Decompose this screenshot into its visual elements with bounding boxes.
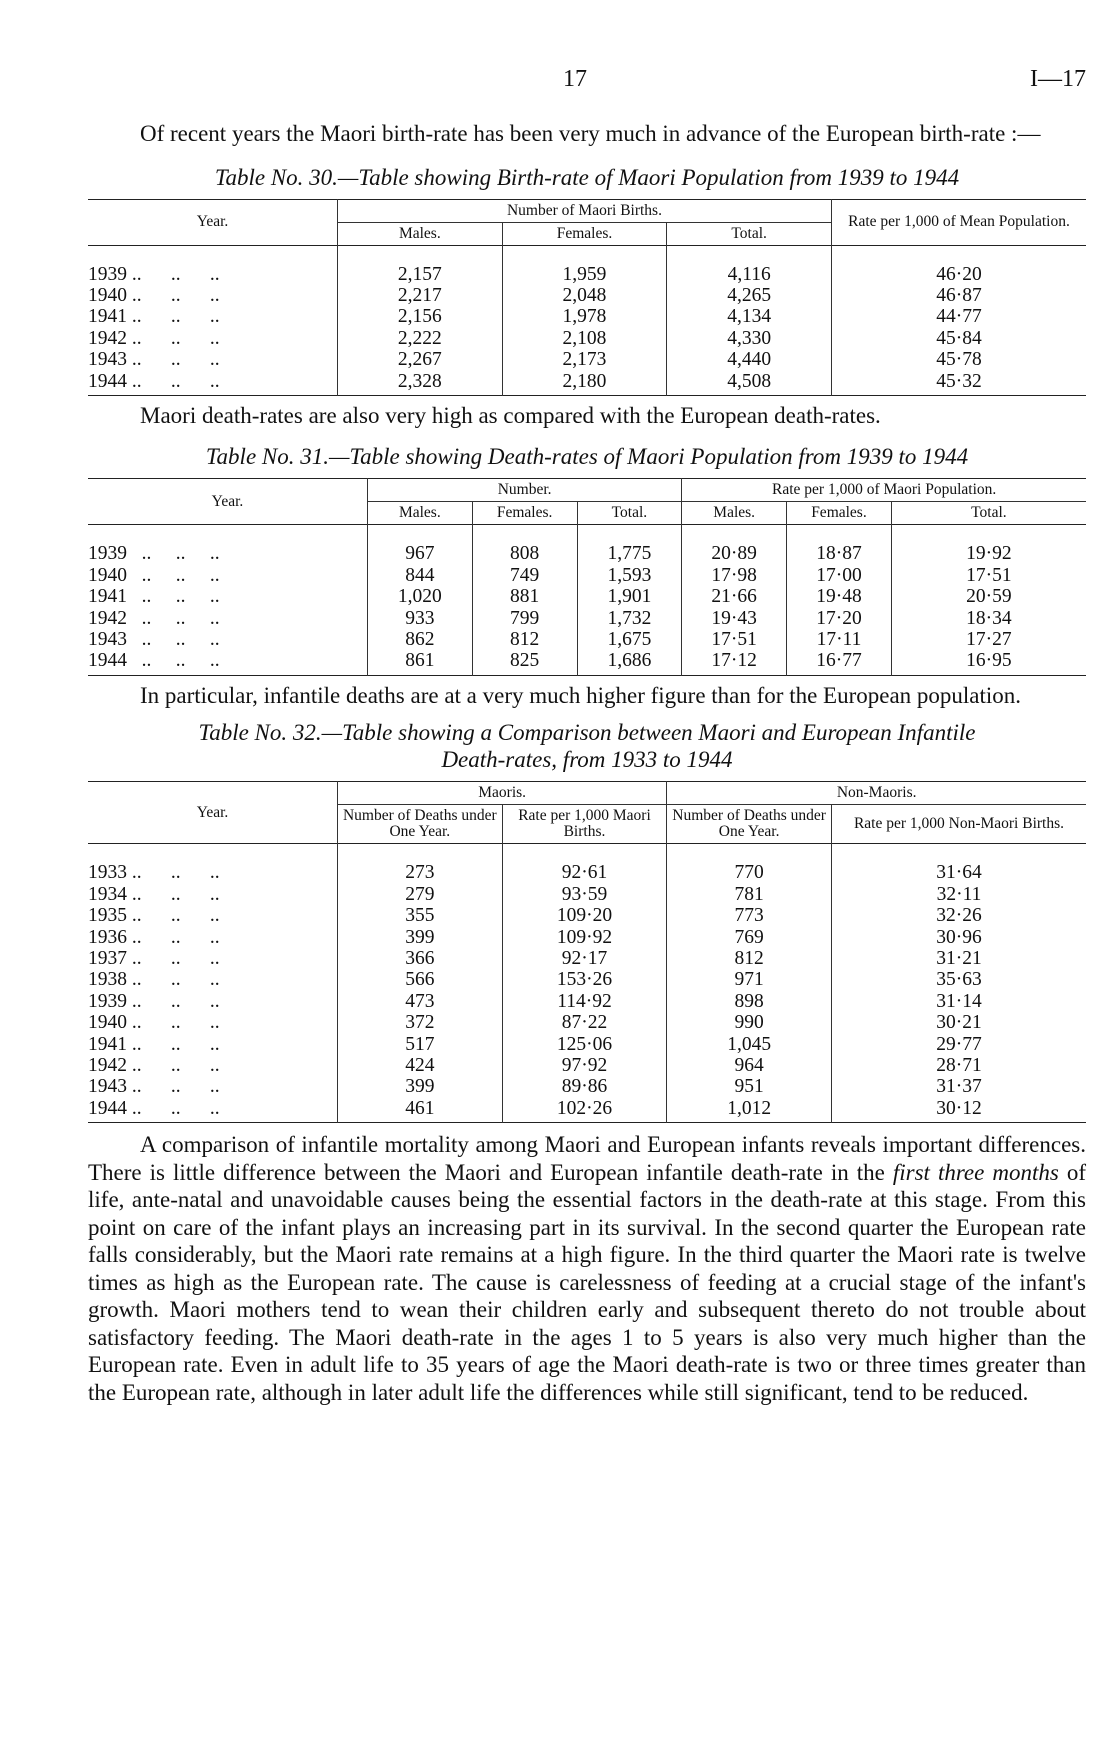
cell-year: 1942 .. .. ..: [88, 607, 220, 629]
cell-n-rate: 29·77: [831, 1034, 1086, 1055]
cell-r-females: 19·48: [787, 586, 892, 607]
cell-year: 1940 .. .. ..: [88, 1012, 220, 1034]
cell-males: 967: [367, 525, 472, 565]
cell-females: 2,048: [502, 285, 667, 306]
col-females-header: Females.: [472, 502, 577, 525]
comparison-text-italic: first three months: [892, 1159, 1059, 1185]
table-30-caption: Table No. 30.—Table showing Birth-rate of Maori Population from 1939 to 1944: [214, 164, 960, 190]
page-header: [88, 0, 1086, 110]
cell-n-deaths: 971: [667, 969, 832, 990]
col-year-header: Year.: [211, 492, 244, 510]
cell-n-rate: 31·37: [831, 1076, 1086, 1097]
cell-n-deaths: 781: [667, 884, 832, 905]
comparison-text-part-2: of life, ante-natal and unavoidable causes being the essential factors in the death-rate at this stage. From this point on care of the infant plays an increasing part in its survival. In the second quarter the European rate falls considerably, but the Maori rate remains at a high figure. In the third quarter the Maori rate is twelve times as high as the European rate. The cause is carelessness of feeding at a crucial stage of the infant's growth. Maori mothers tend to wean their children early and subsequent thereto do not trouble about satisfactory feeding. The Maori death-rate in the ages 1 to 5 years is also very much higher than the European rate. Even in adult life to 35 years of age the Maori death-rate is two or three times greater than the European rate, although in later adult life the differences while still significant, tend to be reduced.: [88, 1159, 1086, 1405]
cell-m-rate: 92·61: [502, 844, 667, 884]
cell-r-females: 16·77: [787, 650, 892, 675]
col-maori-rate-header: Rate per 1,000 Maori Births.: [502, 805, 667, 844]
cell-m-deaths: 273: [338, 844, 503, 884]
cell-males: 861: [367, 650, 472, 675]
cell-year: 1942 .. .. ..: [88, 327, 220, 349]
cell-m-rate: 87·22: [502, 1012, 667, 1033]
cell-males: 2,156: [338, 306, 503, 327]
col-group-maoris-header: Maoris.: [338, 782, 667, 805]
col-rate-males-header: Males.: [682, 502, 787, 525]
cell-females: 808: [472, 525, 577, 565]
cell-females: 1,959: [502, 245, 667, 285]
table-row: [88, 650, 1086, 675]
cell-year: 1935 .. .. ..: [88, 905, 220, 927]
cell-males: 2,222: [338, 328, 503, 349]
cell-rate: 45·84: [831, 328, 1086, 349]
cell-m-rate: 114·92: [502, 991, 667, 1012]
cell-n-deaths: 990: [667, 1012, 832, 1033]
cell-r-females: 18·87: [787, 525, 892, 565]
intro-paragraph: Of recent years the Maori birth-rate has been very much in advance of the European birth-rate :—: [140, 121, 1041, 146]
cell-total: 4,134: [667, 306, 832, 327]
cell-n-deaths: 769: [667, 927, 832, 948]
cell-n-deaths: 1,012: [667, 1098, 832, 1123]
cell-n-deaths: 898: [667, 991, 832, 1012]
cell-males: 2,157: [338, 245, 503, 285]
col-maori-deaths-header: Number of Deaths under One Year.: [338, 805, 503, 844]
cell-m-deaths: 372: [338, 1012, 503, 1033]
cell-year: 1944 .. .. ..: [88, 1097, 220, 1119]
cell-year: 1936 .. .. ..: [88, 926, 220, 948]
cell-n-deaths: 773: [667, 905, 832, 926]
col-total-header: Total.: [577, 502, 682, 525]
cell-m-deaths: 461: [338, 1098, 503, 1123]
document-page: [88, 0, 1086, 1406]
table-row: [88, 525, 1086, 565]
col-non-maori-rate-header: Rate per 1,000 Non-Maori Births.: [831, 805, 1086, 844]
cell-r-males: 20·89: [682, 525, 787, 565]
table-30: [88, 199, 1086, 396]
table-row: [88, 1098, 1086, 1123]
cell-m-rate: 109·92: [502, 927, 667, 948]
cell-m-deaths: 473: [338, 991, 503, 1012]
cell-total: 4,440: [667, 349, 832, 370]
cell-year: 1943 .. .. ..: [88, 1076, 220, 1098]
cell-m-rate: 125·06: [502, 1034, 667, 1055]
cell-total: 1,775: [577, 525, 682, 565]
table-row: [88, 884, 1086, 905]
cell-total: 1,675: [577, 629, 682, 650]
comparison-text-part-1: A comparison of infantile mortality among Maori and European infants reveals important differences. There is little difference between the Maori and European infantile death-rate in the: [88, 1132, 1086, 1185]
cell-year: 1939 .. .. ..: [88, 263, 220, 285]
cell-females: 812: [472, 629, 577, 650]
cell-n-rate: 28·71: [831, 1055, 1086, 1076]
cell-males: 2,267: [338, 349, 503, 370]
page-number: 17: [563, 66, 587, 92]
cell-n-rate: 30·21: [831, 1012, 1086, 1033]
cell-year: 1941 .. .. ..: [88, 1033, 220, 1055]
cell-total: 1,686: [577, 650, 682, 675]
table-row: [88, 905, 1086, 926]
cell-m-rate: 109·20: [502, 905, 667, 926]
table-row: [88, 328, 1086, 349]
cell-r-total: 19·92: [891, 525, 1086, 565]
cell-r-total: 17·51: [891, 565, 1086, 586]
cell-total: 4,116: [667, 245, 832, 285]
col-group-births-header: Number of Maori Births.: [338, 199, 832, 222]
cell-males: 933: [367, 608, 472, 629]
cell-m-deaths: 279: [338, 884, 503, 905]
cell-rate: 45·78: [831, 349, 1086, 370]
table-row: [88, 245, 1086, 285]
cell-r-males: 19·43: [682, 608, 787, 629]
cell-r-males: 17·51: [682, 629, 787, 650]
cell-n-rate: 31·64: [831, 844, 1086, 884]
table-row: [88, 629, 1086, 650]
cell-m-rate: 93·59: [502, 884, 667, 905]
table-row: [88, 306, 1086, 327]
cell-total: 1,593: [577, 565, 682, 586]
cell-m-deaths: 424: [338, 1055, 503, 1076]
cell-total: 4,265: [667, 285, 832, 306]
table-row: [88, 285, 1086, 306]
cell-n-deaths: 1,045: [667, 1034, 832, 1055]
cell-n-rate: 30·96: [831, 927, 1086, 948]
cell-females: 881: [472, 586, 577, 607]
cell-males: 862: [367, 629, 472, 650]
cell-rate: 44·77: [831, 306, 1086, 327]
cell-total: 1,901: [577, 586, 682, 607]
table-row: [88, 1055, 1086, 1076]
cell-rate: 45·32: [831, 371, 1086, 396]
table-row: [88, 927, 1086, 948]
cell-m-deaths: 399: [338, 1076, 503, 1097]
col-females-header: Females.: [502, 222, 667, 245]
table-32: [88, 781, 1086, 1123]
cell-year: 1939 .. .. ..: [88, 543, 220, 565]
cell-n-rate: 35·63: [831, 969, 1086, 990]
cell-year: 1941 .. .. ..: [88, 586, 220, 608]
col-males-header: Males.: [367, 502, 472, 525]
cell-m-deaths: 517: [338, 1034, 503, 1055]
table-32-caption-line-2: Death-rates, from 1933 to 1944: [441, 747, 733, 773]
cell-r-total: 20·59: [891, 586, 1086, 607]
cell-year: 1940 .. .. ..: [88, 284, 220, 306]
cell-females: 2,173: [502, 349, 667, 370]
col-group-number-header: Number.: [367, 479, 681, 502]
cell-n-rate: 32·11: [831, 884, 1086, 905]
table-row: [88, 1034, 1086, 1055]
table-row: [88, 586, 1086, 607]
table-32-caption: [88, 719, 1086, 773]
cell-n-rate: 31·14: [831, 991, 1086, 1012]
cell-females: 825: [472, 650, 577, 675]
cell-m-deaths: 366: [338, 948, 503, 969]
table-row: [88, 1012, 1086, 1033]
cell-year: 1943 .. .. ..: [88, 349, 220, 371]
cell-n-rate: 30·12: [831, 1098, 1086, 1123]
cell-year: 1943 .. .. ..: [88, 629, 220, 651]
cell-year: 1944 .. .. ..: [88, 370, 220, 392]
cell-r-males: 21·66: [682, 586, 787, 607]
cell-total: 4,508: [667, 371, 832, 396]
cell-r-total: 16·95: [891, 650, 1086, 675]
table-row: [88, 608, 1086, 629]
cell-r-males: 17·12: [682, 650, 787, 675]
cell-m-rate: 92·17: [502, 948, 667, 969]
col-year-header: Year.: [196, 213, 229, 230]
table-row: [88, 991, 1086, 1012]
cell-r-females: 17·20: [787, 608, 892, 629]
cell-n-rate: 31·21: [831, 948, 1086, 969]
col-group-non-maoris-header: Non-Maoris.: [667, 782, 1086, 805]
col-non-maori-deaths-header: Number of Deaths under One Year.: [667, 805, 832, 844]
cell-females: 2,108: [502, 328, 667, 349]
table-row: [88, 948, 1086, 969]
cell-year: 1941 .. .. ..: [88, 306, 220, 328]
cell-total: 4,330: [667, 328, 832, 349]
cell-year: 1939 .. .. ..: [88, 990, 220, 1012]
table-row: [88, 349, 1086, 370]
cell-n-deaths: 951: [667, 1076, 832, 1097]
cell-r-total: 17·27: [891, 629, 1086, 650]
infantile-paragraph: In particular, infantile deaths are at a very much higher figure than for the European population.: [140, 682, 1022, 708]
cell-year: 1934 .. .. ..: [88, 883, 220, 905]
cell-total: 1,732: [577, 608, 682, 629]
cell-females: 1,978: [502, 306, 667, 327]
col-year-header: Year.: [196, 803, 229, 821]
cell-r-females: 17·11: [787, 629, 892, 650]
table-row: [88, 844, 1086, 884]
cell-n-deaths: 770: [667, 844, 832, 884]
col-rate-header: Rate per 1,000 of Mean Population.: [831, 199, 1086, 245]
cell-r-males: 17·98: [682, 565, 787, 586]
cell-year: 1937 .. .. ..: [88, 948, 220, 969]
cell-year: 1944 .. .. ..: [88, 650, 220, 672]
cell-males: 2,217: [338, 285, 503, 306]
cell-m-rate: 153·26: [502, 969, 667, 990]
col-rate-females-header: Females.: [787, 502, 892, 525]
cell-r-females: 17·00: [787, 565, 892, 586]
cell-year: 1933 .. .. ..: [88, 862, 220, 884]
cell-r-total: 18·34: [891, 608, 1086, 629]
cell-males: 2,328: [338, 371, 503, 396]
death-rate-paragraph: Maori death-rates are also very high as compared with the European death-rates.: [140, 402, 881, 428]
cell-rate: 46·20: [831, 245, 1086, 285]
table-31: [88, 478, 1086, 675]
cell-females: 2,180: [502, 371, 667, 396]
cell-year: 1942 .. .. ..: [88, 1055, 220, 1077]
cell-n-deaths: 964: [667, 1055, 832, 1076]
cell-m-rate: 89·86: [502, 1076, 667, 1097]
table-row: [88, 371, 1086, 396]
cell-males: 1,020: [367, 586, 472, 607]
col-total-header: Total.: [667, 222, 832, 245]
cell-year: 1938 .. .. ..: [88, 969, 220, 991]
page-reference: I—17: [1030, 66, 1086, 92]
table-32-caption-line-1: Table No. 32.—Table showing a Comparison between Maori and European Infantile: [198, 720, 976, 746]
cell-year: 1940 .. .. ..: [88, 564, 220, 586]
table-31-caption: Table No. 31.—Table showing Death-rates of Maori Population from 1939 to 1944: [205, 444, 969, 470]
col-males-header: Males.: [338, 222, 503, 245]
cell-males: 844: [367, 565, 472, 586]
table-row: [88, 969, 1086, 990]
table-row: [88, 1076, 1086, 1097]
cell-m-rate: 102·26: [502, 1098, 667, 1123]
cell-m-deaths: 566: [338, 969, 503, 990]
cell-m-deaths: 399: [338, 927, 503, 948]
cell-females: 749: [472, 565, 577, 586]
col-group-rate-header: Rate per 1,000 of Maori Population.: [682, 479, 1086, 502]
cell-n-rate: 32·26: [831, 905, 1086, 926]
cell-m-deaths: 355: [338, 905, 503, 926]
cell-n-deaths: 812: [667, 948, 832, 969]
table-row: [88, 565, 1086, 586]
cell-females: 799: [472, 608, 577, 629]
col-rate-total-header: Total.: [891, 502, 1086, 525]
comparison-paragraph: [88, 1131, 1086, 1406]
cell-m-rate: 97·92: [502, 1055, 667, 1076]
cell-rate: 46·87: [831, 285, 1086, 306]
